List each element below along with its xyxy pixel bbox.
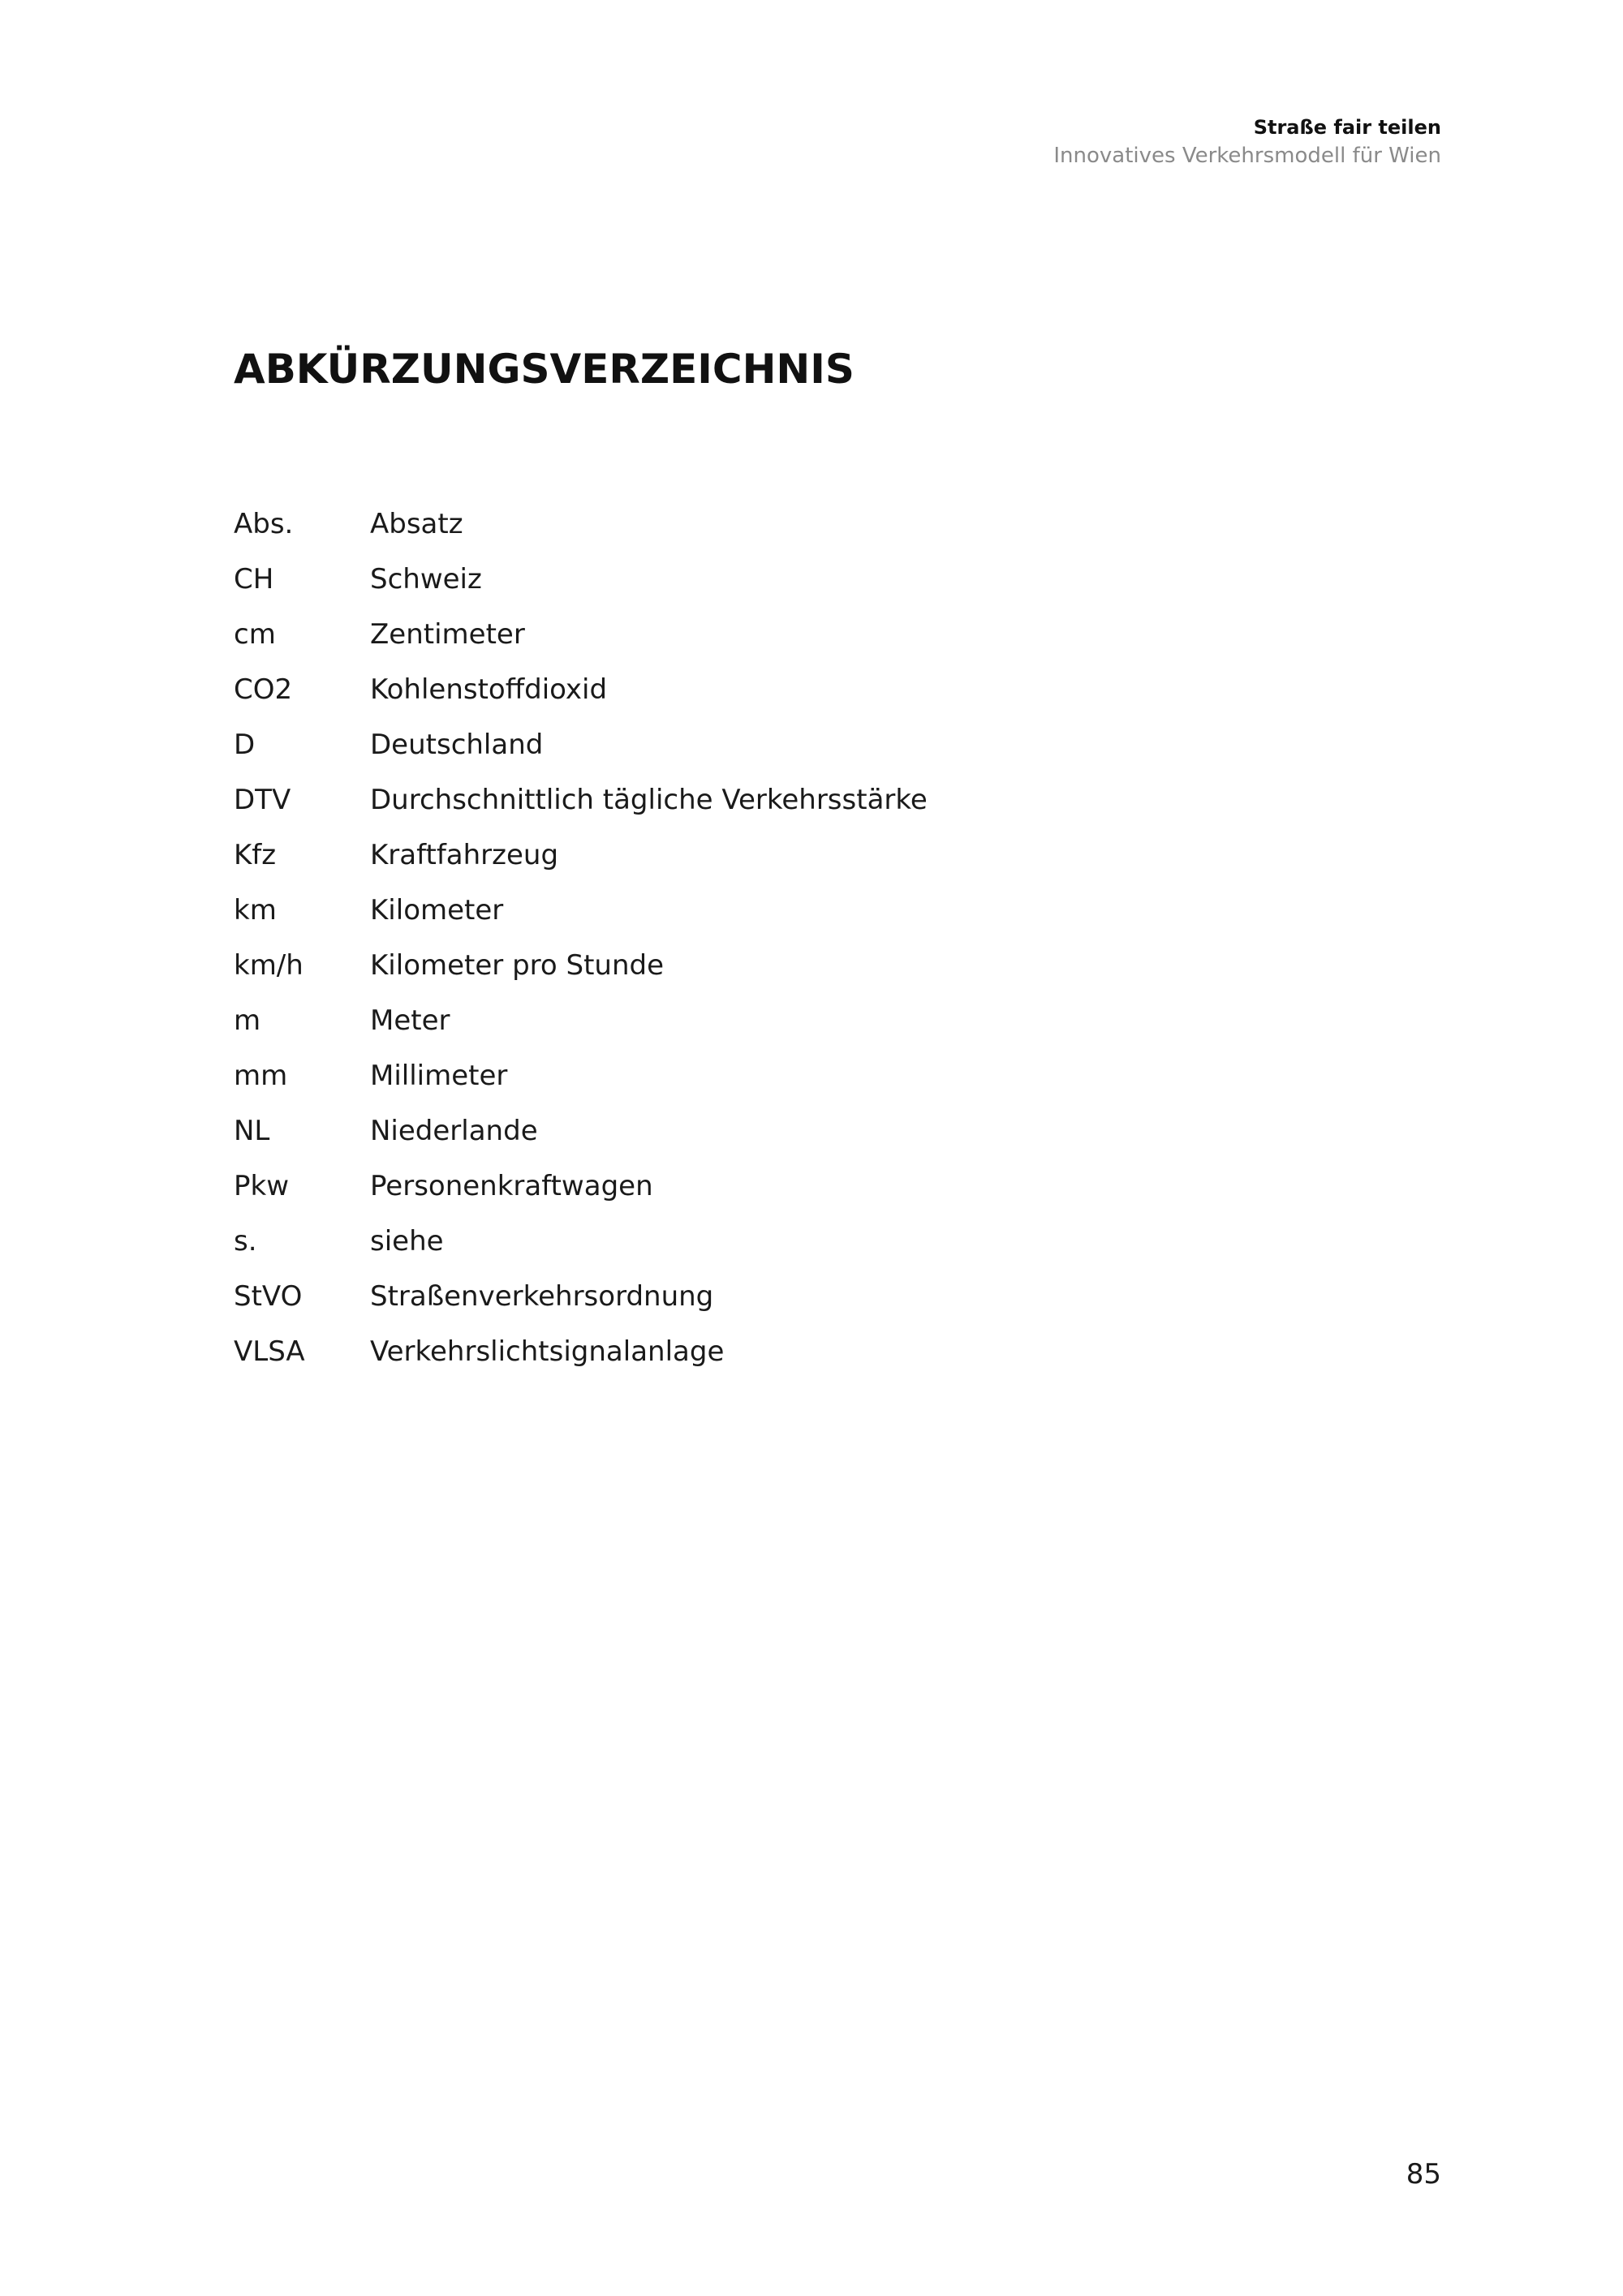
abbreviation-meaning: Durchschnittlich tägliche Verkehrsstärke bbox=[370, 784, 928, 816]
abbreviation-term: Pkw bbox=[234, 1170, 289, 1202]
abbreviation-row bbox=[234, 772, 928, 828]
abbreviation-row bbox=[234, 662, 928, 717]
abbreviation-row bbox=[234, 1269, 928, 1324]
abbreviation-row bbox=[234, 1159, 928, 1214]
abbreviation-term: s. bbox=[234, 1225, 257, 1258]
abbreviation-meaning: Kilometer bbox=[370, 894, 504, 927]
abbreviation-meaning: Straßenverkehrsordnung bbox=[370, 1280, 714, 1313]
abbreviation-term: Kfz bbox=[234, 839, 277, 871]
abbreviation-term: m bbox=[234, 1004, 261, 1037]
abbreviation-row bbox=[234, 497, 928, 552]
abbreviation-term: cm bbox=[234, 618, 276, 651]
abbreviation-term: CO2 bbox=[234, 673, 293, 706]
abbreviation-meaning: Niederlande bbox=[370, 1115, 538, 1147]
abbreviation-meaning: Meter bbox=[370, 1004, 450, 1037]
abbreviation-row bbox=[234, 1103, 928, 1159]
abbreviation-meaning: Personenkraftwagen bbox=[370, 1170, 653, 1202]
abbreviation-row bbox=[234, 938, 928, 993]
abbreviation-term: CH bbox=[234, 563, 274, 595]
abbreviation-meaning: Verkehrslichtsignalanlage bbox=[370, 1335, 725, 1368]
abbreviation-term: D bbox=[234, 729, 256, 761]
abbreviation-row bbox=[234, 717, 928, 772]
abbreviation-term: NL bbox=[234, 1115, 270, 1147]
abbreviation-meaning: Millimeter bbox=[370, 1060, 508, 1092]
abbreviation-row bbox=[234, 552, 928, 607]
running-header-title: Straße fair teilen bbox=[1253, 116, 1441, 139]
abbreviation-meaning: Kohlenstoffdioxid bbox=[370, 673, 608, 706]
abbreviation-meaning: Kraftfahrzeug bbox=[370, 839, 559, 871]
abbreviation-meaning: Zentimeter bbox=[370, 618, 525, 651]
page-title: ABKÜRZUNGSVERZEICHNIS bbox=[234, 346, 855, 393]
running-header bbox=[1053, 114, 1441, 170]
page-number: 85 bbox=[1406, 2158, 1441, 2191]
abbreviation-term: Abs. bbox=[234, 508, 294, 540]
abbreviation-term: km bbox=[234, 894, 277, 927]
running-header-subtitle: Innovatives Verkehrsmodell für Wien bbox=[1053, 144, 1441, 168]
abbreviation-meaning: Absatz bbox=[370, 508, 463, 540]
abbreviation-row bbox=[234, 993, 928, 1048]
abbreviation-term: VLSA bbox=[234, 1335, 305, 1368]
abbreviation-meaning: Deutschland bbox=[370, 729, 544, 761]
abbreviation-term: StVO bbox=[234, 1280, 303, 1313]
abbreviation-term: mm bbox=[234, 1060, 288, 1092]
abbreviation-row bbox=[234, 1324, 928, 1379]
abbreviation-row bbox=[234, 828, 928, 883]
abbreviation-row bbox=[234, 1214, 928, 1269]
abbreviation-meaning: Schweiz bbox=[370, 563, 482, 595]
abbreviation-list bbox=[234, 497, 928, 1379]
abbreviation-term: DTV bbox=[234, 784, 291, 816]
abbreviation-row bbox=[234, 1048, 928, 1103]
abbreviation-row bbox=[234, 883, 928, 938]
abbreviation-row bbox=[234, 607, 928, 662]
abbreviation-meaning: Kilometer pro Stunde bbox=[370, 949, 664, 982]
abbreviation-term: km/h bbox=[234, 949, 304, 982]
abbreviation-meaning: siehe bbox=[370, 1225, 444, 1258]
